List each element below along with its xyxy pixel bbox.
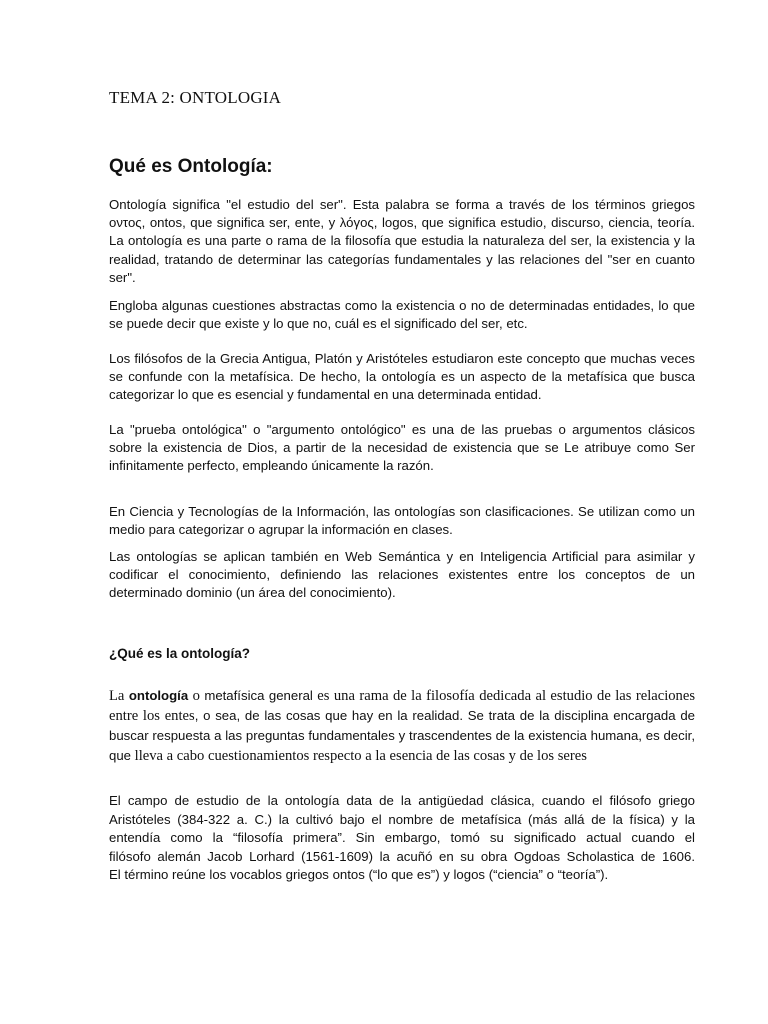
history-line: filósofo alemán Jacob Lorhard (1561-1609) la acuñó en su obra Ogdoas Scholastica de 1606. xyxy=(109,848,695,864)
paragraph-abstract-questions: Engloba algunas cuestiones abstractas como la existencia o no de determinadas entidades, lo que se puede decir que existe y lo que no, cuál es el significado del ser, etc. xyxy=(109,298,695,332)
p7-text-rama: es una rama de la filosofía dedicada al estudio de las relaciones entre los entes xyxy=(109,688,696,724)
history-line: entendía como la “filosofía primera”. Sin embargo, tomó su significado actual cuando el xyxy=(109,830,695,846)
p7-text-o: o xyxy=(188,688,205,704)
paragraph-history xyxy=(109,792,695,885)
p7-term-ontologia: ontología xyxy=(128,688,189,703)
history-line: El campo de estudio de la ontología data de la antigüedad clásica, cuando el filósofo griego xyxy=(109,793,695,808)
history-line: El término reúne los vocablos griegos ontos (“lo que es”) y logos (“ciencia” o “teoría”). xyxy=(109,867,609,883)
p7-text-la: La xyxy=(109,688,129,704)
paragraph-metaphysics xyxy=(109,686,695,766)
paragraph-ontological-argument: La "prueba ontológica" o "argumento ontológico" es una de las pruebas o argumentos clásicos sobre la existencia de Dios, a partir de la necesidad de existencia que se Le atribuye como Ser infinitamente perfecto, empleando únicamente la razón. xyxy=(109,422,695,474)
paragraph-information-technology: En Ciencia y Tecnologías de la Información, las ontologías son clasificaciones. Se utilizan como un medio para categorizar o agrupar la información en clases. xyxy=(109,504,695,538)
document-title: TEMA 2: ONTOLOGIA xyxy=(109,88,282,107)
paragraph-semantic-web: Las ontologías se aplican también en Web Semántica y en Inteligencia Artificial para asimilar y codificar el conocimiento, definiendo las relaciones existentes entre los conceptos de un determinado dominio (un área del conocimiento). xyxy=(109,549,695,601)
paragraph-definition: Ontología significa "el estudio del ser". Esta palabra se forma a través de los términos griegos οντος, ontos, que significa ser, ente, y λόγος, logos, que significa estudio, discurso, ciencia, teoría. La ontología es una parte o rama de la filosofía que estudia la naturaleza del ser, la existencia y la realidad, tratando de determinar las categorías fundamentales y las relaciones del "ser en cuanto ser". xyxy=(109,197,695,285)
p7-text-cuestionamientos: lleva a cabo cuestionamientos respecto a la esencia de las cosas y de los seres xyxy=(134,748,587,764)
p7-term-metafisica: metafísica general xyxy=(204,688,313,703)
section-heading-que-es-ontologia: Qué es Ontología: xyxy=(109,156,273,177)
history-line: Aristóteles (384-322 a. C.) la cultivó bajo el nombre de metafísica (más allá de la física) y la xyxy=(109,811,695,827)
section-heading-que-es-la-ontologia: ¿Qué es la ontología? xyxy=(109,646,251,661)
p7-text-disciplina: , o sea, de las cosas que hay en la realidad. Se trata de la disciplina encargada de buscar respuesta a las preguntas fundamentales y trascendentes de la existencia humana, es decir, que xyxy=(109,708,695,763)
paragraph-greek-philosophers: Los filósofos de la Grecia Antigua, Platón y Aristóteles estudiaron este concepto que muchas veces se confunde con la metafísica. De hecho, la ontología es un aspecto de la metafísica que busca categorizar lo que es esencial y fundamental en una determinada entidad. xyxy=(109,351,695,403)
